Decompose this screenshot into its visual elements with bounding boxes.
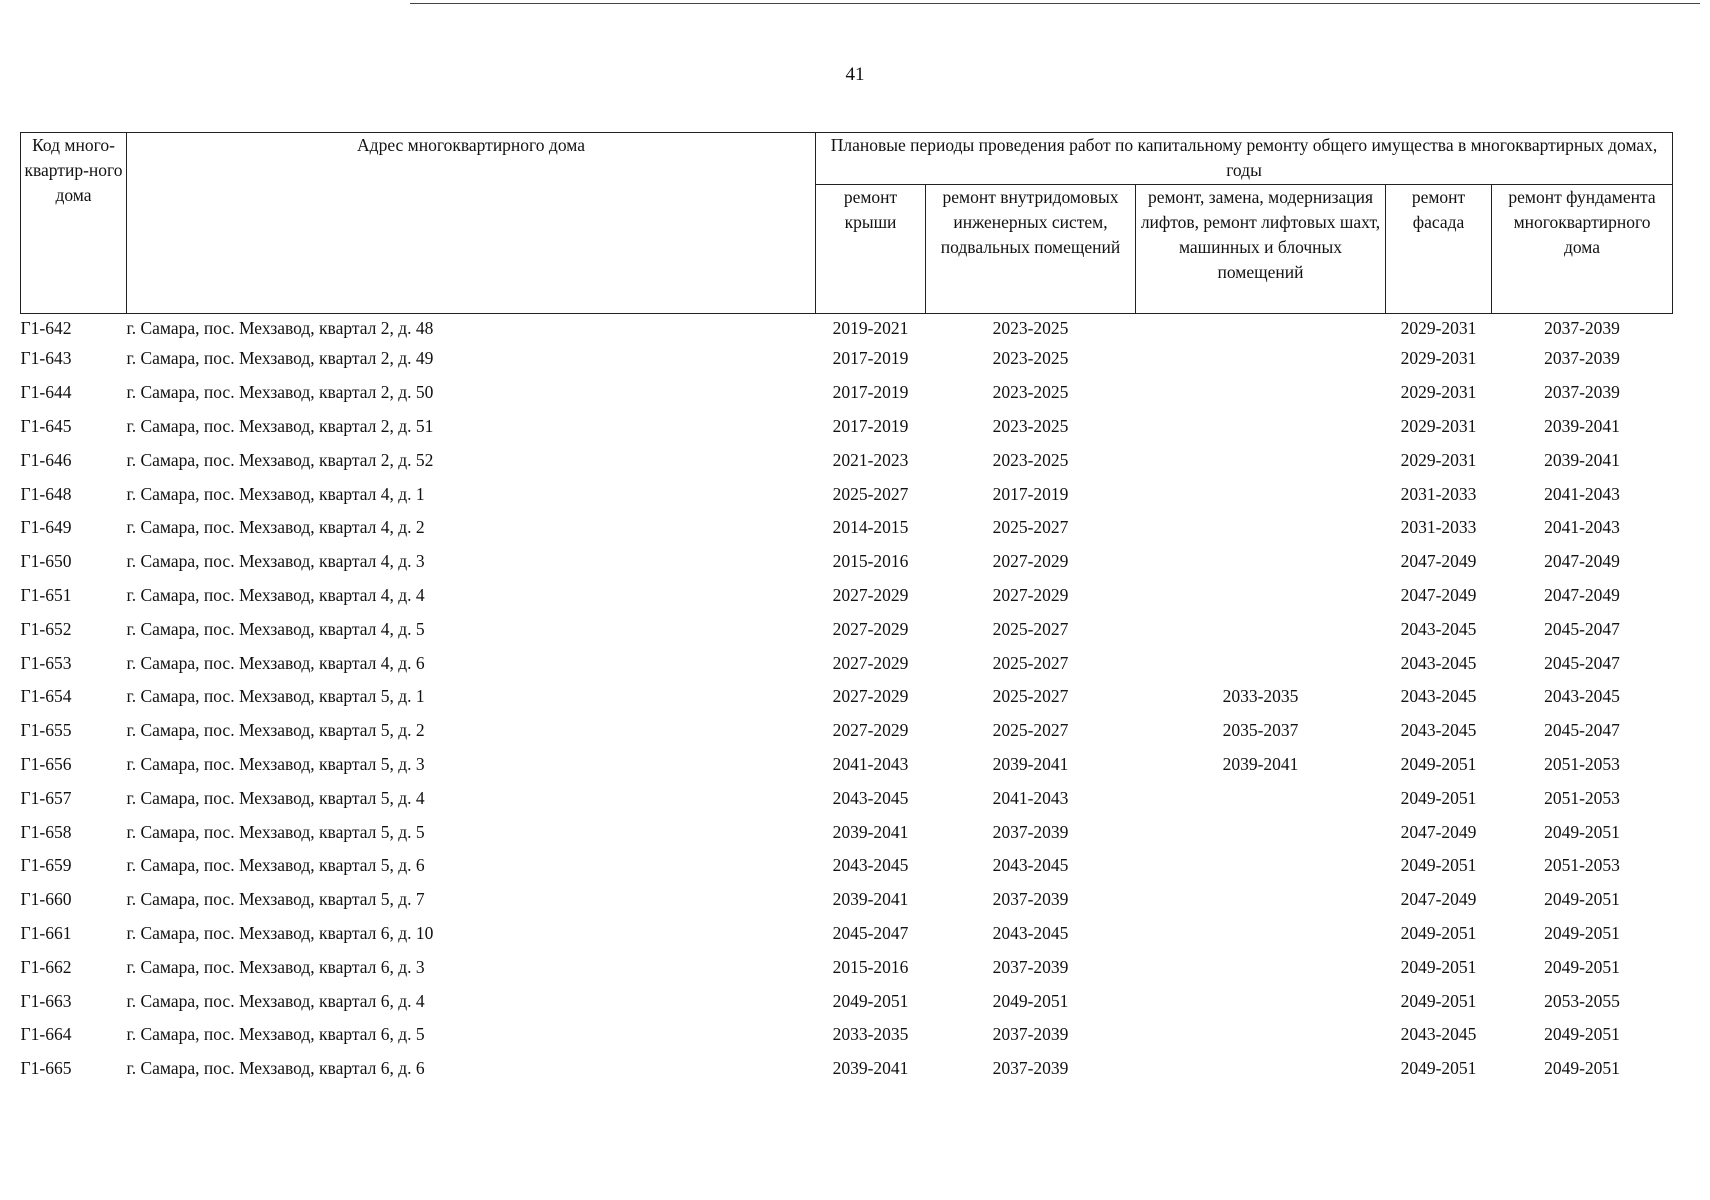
cell-code: Г1-644 <box>20 382 72 403</box>
cell-elevators <box>1136 1052 1386 1086</box>
cell-facade: 2043-2045 <box>1400 686 1477 707</box>
cell-code: Г1-660 <box>20 889 72 910</box>
cell-facade: 2049-2051 <box>1400 753 1477 774</box>
cell-roof: 2017-2019 <box>832 382 909 403</box>
header-code: Код много-квартир-ного дома <box>21 133 127 314</box>
cell-foundation: 2051-2053 <box>1544 855 1620 876</box>
cell-elevators <box>1136 646 1386 680</box>
cell-facade: 2029-2031 <box>1400 449 1477 470</box>
header-elevators: ремонт, замена, модернизация лифтов, ремонт лифтовых шахт, машинных и блочных помещений <box>1136 185 1386 314</box>
table-row <box>21 680 1673 714</box>
cell-address: г. Самара, пос. Мехзавод, квартал 4, д. 1 <box>126 483 425 504</box>
cell-code: Г1-657 <box>20 787 72 808</box>
cell-facade: 2029-2031 <box>1400 348 1477 369</box>
cell-roof: 2043-2045 <box>832 787 909 808</box>
cell-code: Г1-646 <box>20 449 72 470</box>
header-address: Адрес многоквартирного дома <box>127 133 816 314</box>
cell-address: г. Самара, пос. Мехзавод, квартал 6, д. 5 <box>126 1024 425 1045</box>
table-row <box>21 883 1673 917</box>
cell-address: г. Самара, пос. Мехзавод, квартал 5, д. 4 <box>126 787 425 808</box>
cell-elevators: 2035-2037 <box>1222 720 1299 741</box>
table-row <box>21 342 1673 376</box>
page-number: 41 <box>845 64 865 85</box>
cell-address: г. Самара, пос. Мехзавод, квартал 6, д. 10 <box>126 922 434 943</box>
cell-roof: 2027-2029 <box>832 720 909 741</box>
cell-code: Г1-642 <box>20 317 72 338</box>
cell-roof: 2017-2019 <box>832 415 909 436</box>
cell-code: Г1-648 <box>20 483 72 504</box>
cell-foundation: 2045-2047 <box>1544 618 1620 639</box>
cell-code: Г1-652 <box>20 618 72 639</box>
cell-facade: 2031-2033 <box>1400 483 1477 504</box>
cell-roof: 2014-2015 <box>832 517 909 538</box>
cell-facade: 2049-2051 <box>1400 855 1477 876</box>
cell-foundation: 2047-2049 <box>1544 584 1620 605</box>
cell-foundation: 2049-2051 <box>1544 889 1620 910</box>
cell-code: Г1-651 <box>20 584 72 605</box>
cell-facade: 2043-2045 <box>1400 652 1477 673</box>
cell-elevators <box>1136 443 1386 477</box>
cell-address: г. Самара, пос. Мехзавод, квартал 5, д. 7 <box>126 889 425 910</box>
cell-roof: 2015-2016 <box>832 551 909 572</box>
cell-foundation: 2053-2055 <box>1544 990 1620 1011</box>
cell-foundation: 2041-2043 <box>1544 517 1620 538</box>
cell-roof: 2033-2035 <box>832 1024 909 1045</box>
cell-code: Г1-649 <box>20 517 72 538</box>
cell-facade: 2049-2051 <box>1400 990 1477 1011</box>
table-row <box>21 815 1673 849</box>
cell-facade: 2047-2049 <box>1400 821 1477 842</box>
cell-foundation: 2039-2041 <box>1544 449 1620 470</box>
cell-engineering: 2023-2025 <box>992 449 1069 470</box>
cell-elevators <box>1136 511 1386 545</box>
cell-elevators <box>1136 984 1386 1018</box>
cell-foundation: 2049-2051 <box>1544 922 1620 943</box>
cell-code: Г1-661 <box>20 922 72 943</box>
cell-roof: 2027-2029 <box>832 618 909 639</box>
cell-roof: 2015-2016 <box>832 956 909 977</box>
cell-engineering: 2023-2025 <box>992 415 1069 436</box>
cell-foundation: 2039-2041 <box>1544 415 1620 436</box>
cell-code: Г1-650 <box>20 551 72 572</box>
cell-facade: 2043-2045 <box>1400 618 1477 639</box>
cell-elevators <box>1136 849 1386 883</box>
table-row <box>21 579 1673 613</box>
cell-facade: 2047-2049 <box>1400 584 1477 605</box>
cell-facade: 2047-2049 <box>1400 551 1477 572</box>
cell-roof: 2039-2041 <box>832 1058 909 1079</box>
cell-code: Г1-664 <box>20 1024 72 1045</box>
table-row <box>21 612 1673 646</box>
header-foundation: ремонт фундамента многоквартирного дома <box>1492 185 1673 314</box>
cell-address: г. Самара, пос. Мехзавод, квартал 5, д. 2 <box>126 720 425 741</box>
cell-engineering: 2025-2027 <box>992 720 1069 741</box>
table-body <box>21 314 1673 1086</box>
table-row <box>21 376 1673 410</box>
cell-code: Г1-653 <box>20 652 72 673</box>
cell-foundation: 2049-2051 <box>1544 956 1620 977</box>
table-row <box>21 545 1673 579</box>
cell-code: Г1-663 <box>20 990 72 1011</box>
cell-foundation: 2037-2039 <box>1544 348 1620 369</box>
cell-engineering: 2025-2027 <box>992 618 1069 639</box>
cell-engineering: 2049-2051 <box>992 990 1069 1011</box>
table-row <box>21 477 1673 511</box>
cell-elevators <box>1136 883 1386 917</box>
cell-address: г. Самара, пос. Мехзавод, квартал 4, д. 5 <box>126 618 425 639</box>
cell-elevators <box>1136 314 1386 343</box>
top-rule <box>410 3 1700 4</box>
cell-code: Г1-655 <box>20 720 72 741</box>
cell-facade: 2043-2045 <box>1400 720 1477 741</box>
cell-engineering: 2027-2029 <box>992 551 1069 572</box>
cell-engineering: 2023-2025 <box>992 317 1069 338</box>
cell-foundation: 2045-2047 <box>1544 652 1620 673</box>
cell-code: Г1-645 <box>20 415 72 436</box>
cell-foundation: 2049-2051 <box>1544 1058 1620 1079</box>
cell-elevators <box>1136 1018 1386 1052</box>
cell-elevators <box>1136 781 1386 815</box>
table-row <box>21 1018 1673 1052</box>
cell-elevators <box>1136 917 1386 951</box>
cell-roof: 2019-2021 <box>832 317 909 338</box>
table-row <box>21 646 1673 680</box>
cell-engineering: 2023-2025 <box>992 348 1069 369</box>
cell-engineering: 2043-2045 <box>992 922 1069 943</box>
cell-address: г. Самара, пос. Мехзавод, квартал 5, д. 1 <box>126 686 425 707</box>
cell-engineering: 2037-2039 <box>992 1058 1069 1079</box>
cell-address: г. Самара, пос. Мехзавод, квартал 5, д. 5 <box>126 821 425 842</box>
repair-schedule-table <box>20 132 1673 1086</box>
cell-facade: 2049-2051 <box>1400 787 1477 808</box>
cell-address: г. Самара, пос. Мехзавод, квартал 2, д. 48 <box>126 317 434 338</box>
table-row <box>21 849 1673 883</box>
cell-elevators <box>1136 950 1386 984</box>
table-row <box>21 781 1673 815</box>
header-roof: ремонт крыши <box>816 185 926 314</box>
cell-elevators <box>1136 545 1386 579</box>
cell-roof: 2027-2029 <box>832 686 909 707</box>
table-row <box>21 314 1673 343</box>
cell-address: г. Самара, пос. Мехзавод, квартал 2, д. 52 <box>126 449 434 470</box>
cell-address: г. Самара, пос. Мехзавод, квартал 6, д. 6 <box>126 1058 425 1079</box>
cell-facade: 2029-2031 <box>1400 317 1477 338</box>
cell-elevators: 2039-2041 <box>1222 753 1299 774</box>
cell-elevators <box>1136 477 1386 511</box>
cell-roof: 2027-2029 <box>832 584 909 605</box>
cell-roof: 2017-2019 <box>832 348 909 369</box>
table-row <box>21 1052 1673 1086</box>
header-periods-group: Плановые периоды проведения работ по капитальному ремонту общего имущества в многоквартирных домах, годы <box>816 133 1673 185</box>
table-row <box>21 917 1673 951</box>
cell-address: г. Самара, пос. Мехзавод, квартал 2, д. 50 <box>126 382 434 403</box>
cell-elevators <box>1136 579 1386 613</box>
cell-engineering: 2025-2027 <box>992 686 1069 707</box>
cell-code: Г1-662 <box>20 956 72 977</box>
cell-foundation: 2037-2039 <box>1544 317 1620 338</box>
cell-engineering: 2017-2019 <box>992 483 1069 504</box>
table-row <box>21 410 1673 444</box>
cell-roof: 2049-2051 <box>832 990 909 1011</box>
table-row <box>21 950 1673 984</box>
cell-foundation: 2049-2051 <box>1544 1024 1620 1045</box>
cell-code: Г1-658 <box>20 821 72 842</box>
cell-address: г. Самара, пос. Мехзавод, квартал 2, д. 51 <box>126 415 434 436</box>
cell-foundation: 2037-2039 <box>1544 382 1620 403</box>
cell-roof: 2025-2027 <box>832 483 909 504</box>
cell-foundation: 2043-2045 <box>1544 686 1620 707</box>
cell-address: г. Самара, пос. Мехзавод, квартал 5, д. 6 <box>126 855 425 876</box>
cell-code: Г1-665 <box>20 1058 72 1079</box>
cell-foundation: 2041-2043 <box>1544 483 1620 504</box>
cell-foundation: 2051-2053 <box>1544 787 1620 808</box>
cell-code: Г1-643 <box>20 348 72 369</box>
cell-foundation: 2049-2051 <box>1544 821 1620 842</box>
cell-facade: 2049-2051 <box>1400 1058 1477 1079</box>
cell-address: г. Самара, пос. Мехзавод, квартал 6, д. 4 <box>126 990 425 1011</box>
table-row <box>21 714 1673 748</box>
table-row <box>21 443 1673 477</box>
cell-address: г. Самара, пос. Мехзавод, квартал 4, д. 4 <box>126 584 425 605</box>
cell-address: г. Самара, пос. Мехзавод, квартал 2, д. 49 <box>126 348 434 369</box>
cell-elevators <box>1136 376 1386 410</box>
cell-foundation: 2045-2047 <box>1544 720 1620 741</box>
cell-facade: 2043-2045 <box>1400 1024 1477 1045</box>
cell-roof: 2045-2047 <box>832 922 909 943</box>
cell-elevators <box>1136 342 1386 376</box>
cell-foundation: 2051-2053 <box>1544 753 1620 774</box>
cell-facade: 2029-2031 <box>1400 415 1477 436</box>
cell-elevators <box>1136 815 1386 849</box>
cell-engineering: 2023-2025 <box>992 382 1069 403</box>
cell-address: г. Самара, пос. Мехзавод, квартал 4, д. 3 <box>126 551 425 572</box>
header-facade: ремонт фасада <box>1386 185 1492 314</box>
cell-elevators <box>1136 612 1386 646</box>
cell-address: г. Самара, пос. Мехзавод, квартал 6, д. 3 <box>126 956 425 977</box>
cell-engineering: 2041-2043 <box>992 787 1069 808</box>
cell-roof: 2043-2045 <box>832 855 909 876</box>
cell-foundation: 2047-2049 <box>1544 551 1620 572</box>
cell-engineering: 2043-2045 <box>992 855 1069 876</box>
cell-engineering: 2025-2027 <box>992 652 1069 673</box>
cell-code: Г1-654 <box>20 686 72 707</box>
cell-facade: 2049-2051 <box>1400 922 1477 943</box>
cell-code: Г1-656 <box>20 753 72 774</box>
cell-address: г. Самара, пос. Мехзавод, квартал 4, д. 6 <box>126 652 425 673</box>
cell-engineering: 2037-2039 <box>992 956 1069 977</box>
cell-address: г. Самара, пос. Мехзавод, квартал 4, д. 2 <box>126 517 425 538</box>
cell-roof: 2027-2029 <box>832 652 909 673</box>
cell-engineering: 2027-2029 <box>992 584 1069 605</box>
cell-engineering: 2039-2041 <box>992 753 1069 774</box>
cell-roof: 2041-2043 <box>832 753 909 774</box>
table-row <box>21 748 1673 782</box>
cell-roof: 2021-2023 <box>832 449 909 470</box>
cell-facade: 2049-2051 <box>1400 956 1477 977</box>
cell-engineering: 2037-2039 <box>992 821 1069 842</box>
cell-engineering: 2037-2039 <box>992 1024 1069 1045</box>
cell-elevators: 2033-2035 <box>1222 686 1299 707</box>
cell-facade: 2029-2031 <box>1400 382 1477 403</box>
cell-facade: 2047-2049 <box>1400 889 1477 910</box>
table-row <box>21 984 1673 1018</box>
cell-elevators <box>1136 410 1386 444</box>
cell-engineering: 2037-2039 <box>992 889 1069 910</box>
header-engineering: ремонт внутридомовых инженерных систем, подвальных помещений <box>926 185 1136 314</box>
cell-code: Г1-659 <box>20 855 72 876</box>
cell-facade: 2031-2033 <box>1400 517 1477 538</box>
cell-roof: 2039-2041 <box>832 821 909 842</box>
table-row <box>21 511 1673 545</box>
cell-roof: 2039-2041 <box>832 889 909 910</box>
cell-address: г. Самара, пос. Мехзавод, квартал 5, д. 3 <box>126 753 425 774</box>
cell-engineering: 2025-2027 <box>992 517 1069 538</box>
